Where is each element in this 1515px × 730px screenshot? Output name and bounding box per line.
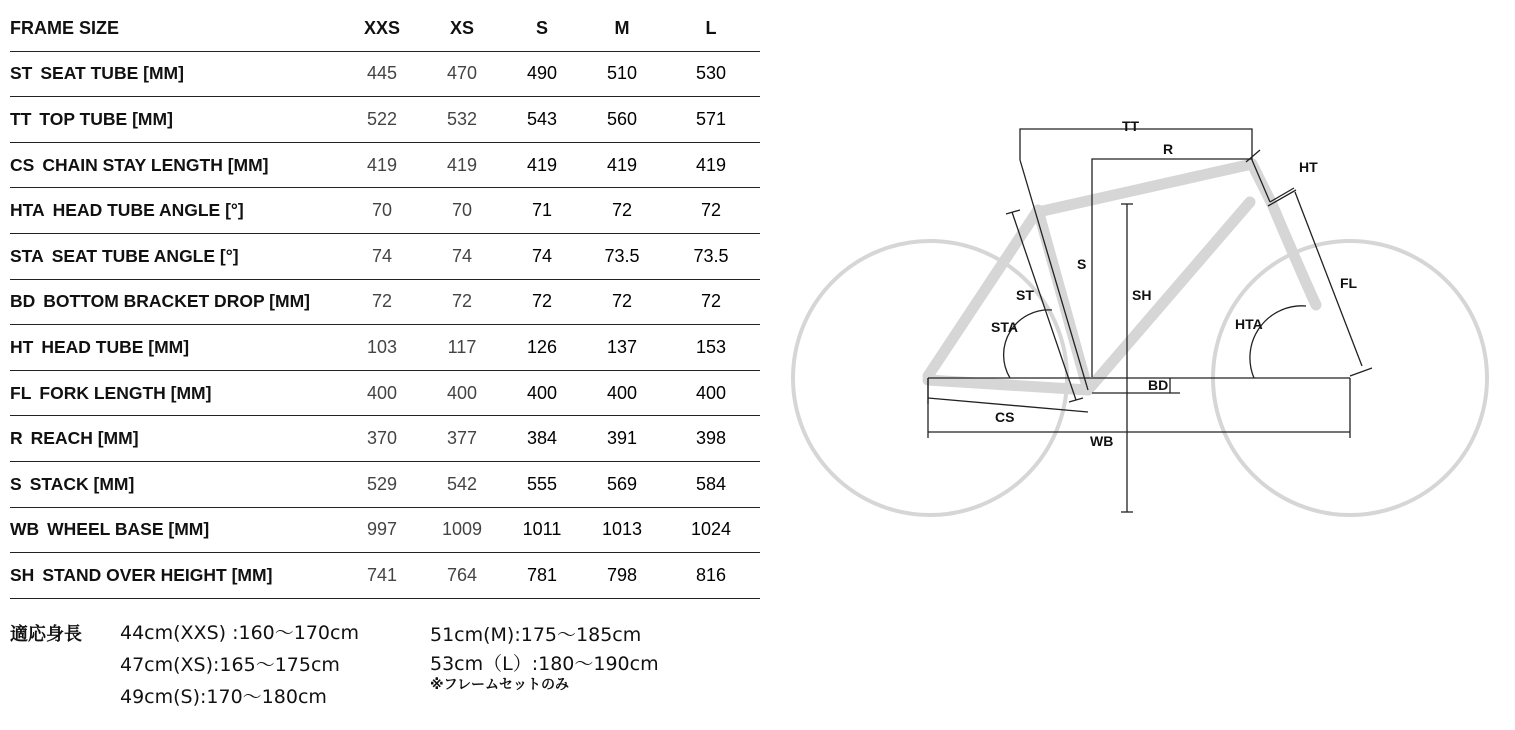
table-row <box>10 233 760 279</box>
cell-value: 543 <box>502 97 582 143</box>
row-code: STA <box>10 245 44 266</box>
row-code: CS <box>10 154 35 175</box>
row-label <box>10 279 342 325</box>
cell-value: 419 <box>502 142 582 188</box>
fit-line-xs: 47cm(XS):165〜175cm <box>120 654 340 676</box>
cell-value: 529 <box>342 461 422 507</box>
table-row <box>10 416 760 462</box>
cell-value: 530 <box>662 51 760 97</box>
cell-value: 126 <box>502 325 582 371</box>
table-row <box>10 188 760 234</box>
label-sta: STA <box>991 319 1018 335</box>
row-label <box>10 325 342 371</box>
row-label <box>10 142 342 188</box>
cell-value: 70 <box>342 188 422 234</box>
seat-tube-axis <box>1020 160 1088 390</box>
row-name: HEAD TUBE ANGLE [°] <box>52 200 244 221</box>
cell-value: 72 <box>582 279 662 325</box>
size-header-xxs: XXS <box>342 6 422 51</box>
cell-value: 560 <box>582 97 662 143</box>
cell-value: 522 <box>342 97 422 143</box>
row-code: HT <box>10 336 34 357</box>
label-bd: BD <box>1148 377 1169 393</box>
cell-value: 72 <box>662 188 760 234</box>
row-code: S <box>10 473 22 494</box>
table-row <box>10 97 760 143</box>
table-row <box>10 279 760 325</box>
cell-value: 1009 <box>422 507 502 553</box>
cell-value: 419 <box>342 142 422 188</box>
row-label <box>10 51 342 97</box>
cell-value: 71 <box>502 188 582 234</box>
cell-value: 997 <box>342 507 422 553</box>
row-name: TOP TUBE [MM] <box>39 108 173 129</box>
cell-value: 74 <box>422 233 502 279</box>
top-tube <box>1038 164 1252 212</box>
cell-value: 764 <box>422 553 502 599</box>
table-row <box>10 51 760 97</box>
cell-value: 419 <box>582 142 662 188</box>
cell-value: 117 <box>422 325 502 371</box>
cell-value: 398 <box>662 416 760 462</box>
row-name: SEAT TUBE ANGLE [°] <box>51 245 239 266</box>
row-code: SH <box>10 564 35 585</box>
geometry-table <box>10 6 760 599</box>
size-header-s: S <box>502 6 582 51</box>
table-row <box>10 507 760 553</box>
row-label <box>10 188 342 234</box>
table-body <box>10 51 760 598</box>
cell-value: 384 <box>502 416 582 462</box>
cell-value: 72 <box>342 279 422 325</box>
cell-value: 798 <box>582 553 662 599</box>
fit-height-section <box>10 620 770 720</box>
row-code: HTA <box>10 200 45 221</box>
cell-value: 72 <box>502 279 582 325</box>
cell-value: 137 <box>582 325 662 371</box>
row-code: WB <box>10 519 40 540</box>
cell-value: 542 <box>422 461 502 507</box>
size-header-l: L <box>662 6 760 51</box>
label-st: ST <box>1016 287 1034 303</box>
table-row <box>10 461 760 507</box>
cell-value: 70 <box>422 188 502 234</box>
size-header-m: M <box>582 6 662 51</box>
row-code: R <box>10 428 23 449</box>
label-r: R <box>1163 141 1174 157</box>
row-label <box>10 416 342 462</box>
cell-value: 569 <box>582 461 662 507</box>
cell-value: 74 <box>342 233 422 279</box>
label-fl: FL <box>1340 275 1358 291</box>
cell-value: 816 <box>662 553 760 599</box>
fit-line-s: 49cm(S):170〜180cm <box>120 686 327 708</box>
label-s: S <box>1077 256 1087 272</box>
cell-value: 400 <box>422 370 502 416</box>
row-name: STAND OVER HEIGHT [MM] <box>42 564 273 585</box>
row-label <box>10 461 342 507</box>
row-code: TT <box>10 108 32 129</box>
cell-value: 445 <box>342 51 422 97</box>
cell-value: 741 <box>342 553 422 599</box>
cell-value: 153 <box>662 325 760 371</box>
cell-value: 400 <box>662 370 760 416</box>
label-wb: WB <box>1090 433 1114 449</box>
cell-value: 370 <box>342 416 422 462</box>
fit-line-xxs: 44cm(XXS) :160〜170cm <box>120 622 359 644</box>
cell-value: 73.5 <box>662 233 760 279</box>
row-code: ST <box>10 63 33 84</box>
cell-value: 584 <box>662 461 760 507</box>
down-tube <box>1088 202 1250 390</box>
row-name: REACH [MM] <box>30 428 139 449</box>
row-code: BD <box>10 291 36 312</box>
table-row <box>10 142 760 188</box>
label-cs: CS <box>995 409 1015 425</box>
row-name: SEAT TUBE [MM] <box>40 63 184 84</box>
table-row <box>10 553 760 599</box>
size-header-xs: XS <box>422 6 502 51</box>
label-ht: HT <box>1299 159 1318 175</box>
cell-value: 510 <box>582 51 662 97</box>
cell-value: 73.5 <box>582 233 662 279</box>
frameset-note: ※フレームセットのみ <box>430 677 570 693</box>
label-tt: TT <box>1122 118 1140 134</box>
table-row <box>10 370 760 416</box>
cell-value: 470 <box>422 51 502 97</box>
bike-geometry-diagram <box>780 100 1500 530</box>
cell-value: 1024 <box>662 507 760 553</box>
cell-value: 74 <box>502 233 582 279</box>
label-sh: SH <box>1132 287 1152 303</box>
cell-value: 1011 <box>502 507 582 553</box>
table-header-row <box>10 6 760 51</box>
row-name: STACK [MM] <box>29 473 135 494</box>
fit-height-label: 適応身長 <box>10 624 82 645</box>
cell-value: 555 <box>502 461 582 507</box>
row-name: FORK LENGTH [MM] <box>39 382 212 403</box>
row-label <box>10 97 342 143</box>
label-hta: HTA <box>1235 316 1263 332</box>
row-label <box>10 553 342 599</box>
cell-value: 377 <box>422 416 502 462</box>
cell-value: 72 <box>422 279 502 325</box>
cell-value: 103 <box>342 325 422 371</box>
row-name: BOTTOM BRACKET DROP [MM] <box>43 291 310 312</box>
cell-value: 400 <box>342 370 422 416</box>
cell-value: 400 <box>502 370 582 416</box>
cell-value: 400 <box>582 370 662 416</box>
cell-value: 419 <box>422 142 502 188</box>
cell-value: 391 <box>582 416 662 462</box>
row-name: CHAIN STAY LENGTH [MM] <box>42 154 269 175</box>
cell-value: 72 <box>582 188 662 234</box>
cell-value: 419 <box>662 142 760 188</box>
fork <box>1272 204 1316 305</box>
row-name: HEAD TUBE [MM] <box>41 336 190 357</box>
row-label <box>10 233 342 279</box>
table-row <box>10 325 760 371</box>
row-name: WHEEL BASE [MM] <box>47 519 210 540</box>
chain-stay <box>928 380 1088 390</box>
cell-value: 72 <box>662 279 760 325</box>
fit-line-l: 53cm（L）:180〜190cm <box>430 653 659 675</box>
frame-size-header: FRAME SIZE <box>10 6 342 51</box>
cell-value: 781 <box>502 553 582 599</box>
row-label <box>10 370 342 416</box>
row-label <box>10 507 342 553</box>
cell-value: 1013 <box>582 507 662 553</box>
cell-value: 532 <box>422 97 502 143</box>
cell-value: 571 <box>662 97 760 143</box>
fit-line-m: 51cm(M):175〜185cm <box>430 624 642 646</box>
row-code: FL <box>10 382 32 403</box>
cell-value: 490 <box>502 51 582 97</box>
